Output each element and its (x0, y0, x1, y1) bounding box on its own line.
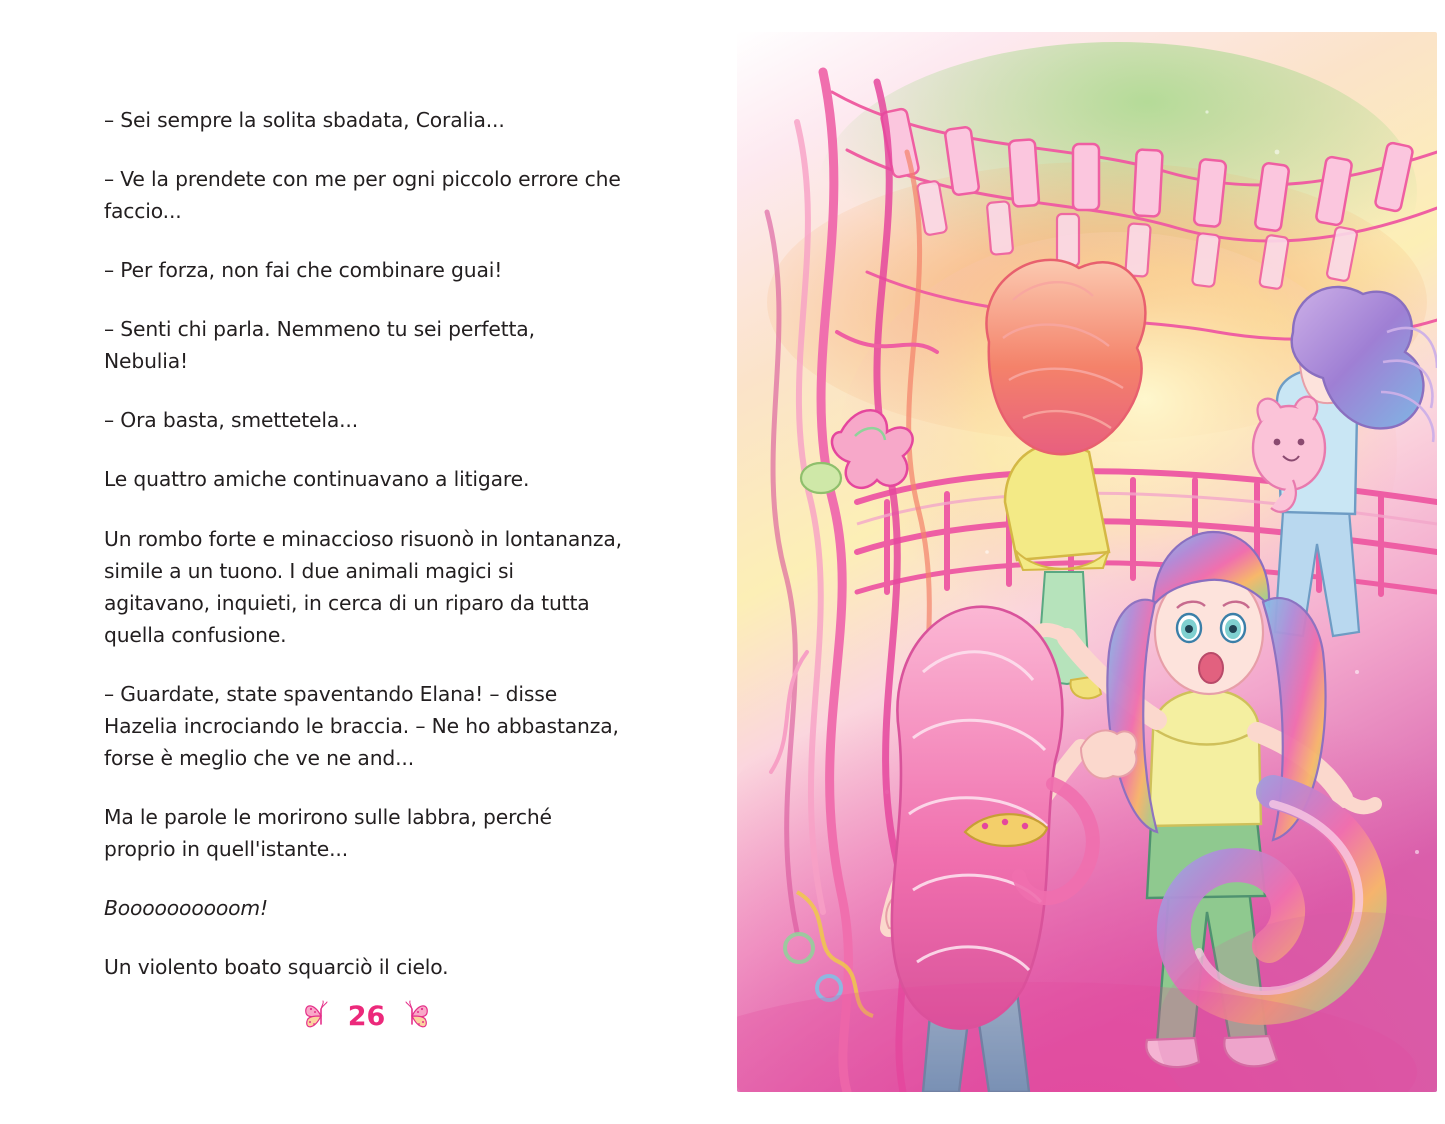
right-illustration-page (723, 0, 1445, 1124)
folio (0, 996, 723, 1036)
page-number: 26 (347, 1000, 386, 1032)
story-text-block (104, 104, 633, 983)
story-paragraph: – Sei sempre la solita sbadata, Coralia... (104, 108, 505, 132)
story-paragraph: – Per forza, non fai che combinare guai! (104, 258, 503, 283)
story-paragraph-closing: Un violento boato squarciò il cielo. (104, 955, 449, 980)
story-paragraph: – Ora basta, smettetela... (104, 408, 359, 433)
butterfly-icon (302, 996, 342, 1036)
illustration-canvas (737, 32, 1437, 1092)
story-paragraph: Un rombo forte e minaccioso risuonò in lontananza, simile a un tuono. I due animali magici si agitavano, inquieti, in cerca di un riparo da tutta quella confusione. (104, 526, 622, 647)
butterfly-icon (391, 996, 431, 1036)
story-paragraph: – Guardate, state spaventando Elana! – disse Hazelia incrociando le braccia. – Ne ho abbastanza, forse è meglio che ve ne and... (104, 681, 619, 770)
onomatopoeia-line: Boooooooooom! (104, 896, 268, 921)
story-paragraph: – Senti chi parla. Nemmeno tu sei perfetta, Nebulia! (104, 317, 535, 374)
story-paragraph: Ma le parole le morirono sulle labbra, perché proprio in quell'istante... (104, 804, 552, 861)
story-paragraph: – Ve la prendete con me per ogni piccolo errore che faccio... (104, 167, 621, 224)
story-paragraph: Le quattro amiche continuavano a litigare. (104, 467, 530, 492)
story-illustration (737, 32, 1437, 1092)
